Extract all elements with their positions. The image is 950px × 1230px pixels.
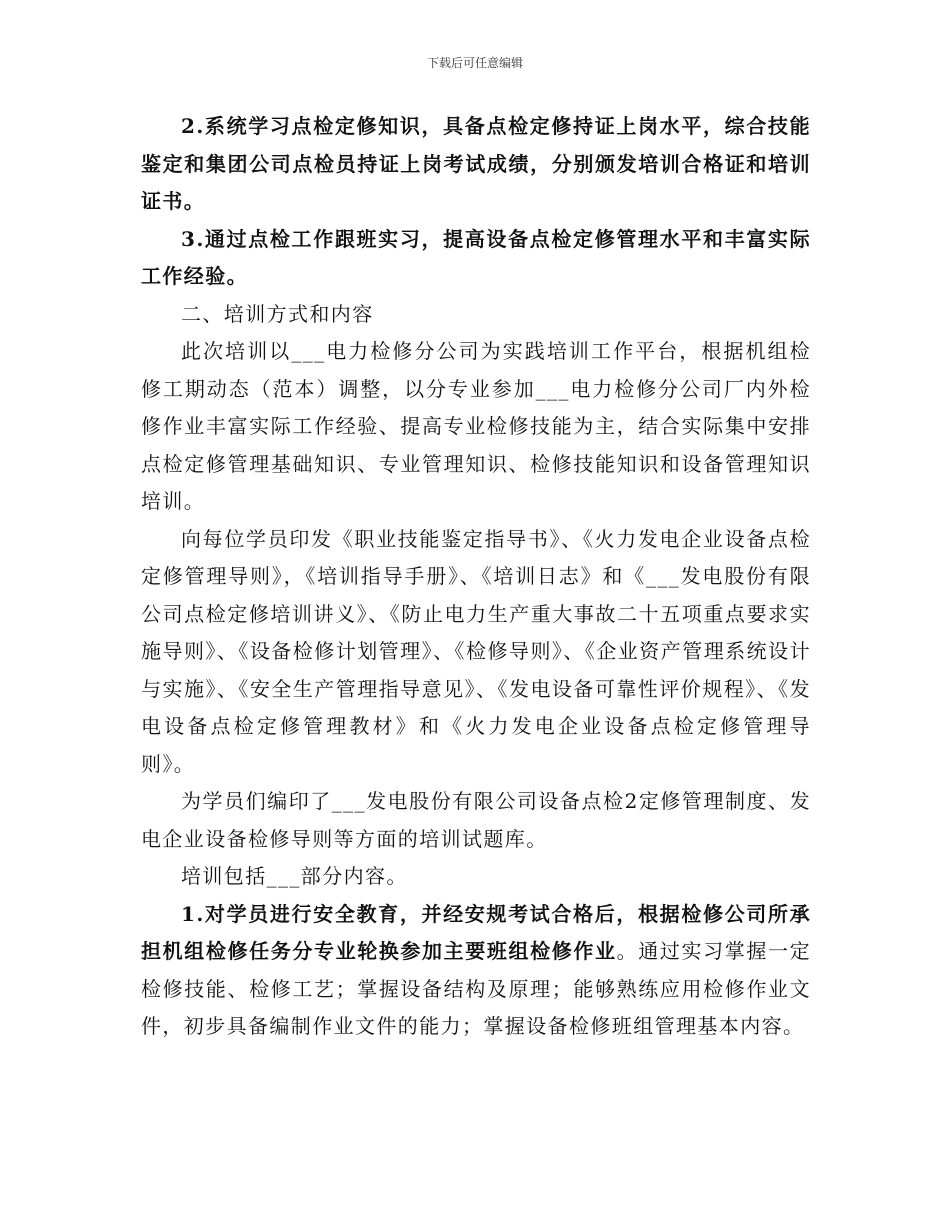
paragraph-goal-3: 3.通过点检工作跟班实习，提高设备点检定修管理水平和丰富实际工作经验。 xyxy=(141,226,811,288)
section-heading-training-method: 二、培训方式和内容 xyxy=(181,301,374,326)
paragraph-goal-2: 2.系统学习点检定修知识，具备点检定修持证上岗水平，综合技能鉴定和集团公司点检员持证上岗考试成绩，分别颁发培训合格证和培训证书。 xyxy=(141,114,811,213)
paragraph-question-bank: 为学员们编印了___发电股份有限公司设备点检2定修管理制度、发电企业设备检修导则等方面的培训试题库。 xyxy=(141,789,811,851)
paragraph-training-materials: 向每位学员印发《职业技能鉴定指导书》、《火力发电企业设备点检定修管理导则》，《培训指导手册》、《培训日志》和《___发电股份有限公司点检定修培训讲义》、《防止电力生产重大事故二十五项重点要求实施导则》、《设备检修计划管理》、《检修导则》、《企业资产管理系统设计与实施》、《安全生产管理指导意见》、《发电设备可靠性评价规程》、《发电设备点检定修管理教材》和《火力发电企业设备点检定修管理导则》。 xyxy=(141,526,811,776)
paragraph-training-parts: 培训包括___部分内容。 xyxy=(181,864,408,888)
paragraph-training-platform: 此次培训以___电力检修分公司为实践培训工作平台，根据机组检修工期动态（范本）调整，以分专业参加___电力检修分公司厂内外检修作业丰富实际工作经验、提高专业检修技能为主，结合实际集中安排点检定修管理基础知识、专业管理知识、检修技能知识和设备管理知识培训。 xyxy=(141,339,811,513)
paragraph-item-1-rest: 。通过实习掌握一定检修技能、检修工艺；掌握设备结构及原理；能够熟练应用检修作业文件，初步具备编制作业文件的能力；掌握设备检修班组管理基本内容。 xyxy=(141,939,811,1038)
page-header: 下载后可任意编辑 xyxy=(426,56,523,70)
paragraph-item-1 xyxy=(141,896,811,1046)
document-body xyxy=(141,108,811,1046)
paragraph-item-1-bold: 1.对学员进行安全教育，并经安规考试合格后，根据检修公司所承担机组检修任务分专业轮换参加主要班组检修作业 xyxy=(141,901,811,963)
